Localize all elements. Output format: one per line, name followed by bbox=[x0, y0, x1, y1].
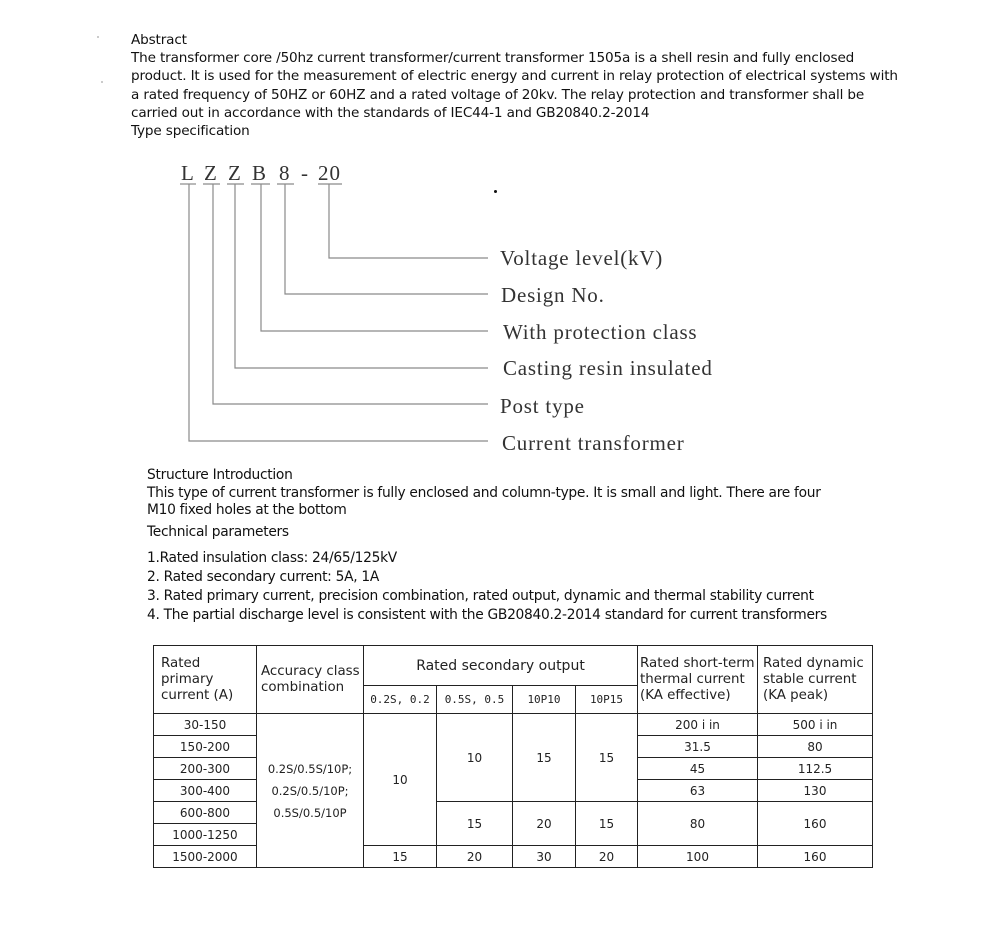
output-02-cell: 10 bbox=[364, 714, 437, 846]
header-dynamic-current: Rated dynamic stable current (KA peak) bbox=[758, 646, 873, 714]
specification-table bbox=[153, 645, 873, 868]
output-10p10-cell: 15 bbox=[513, 714, 576, 802]
output-05-cell: 10 bbox=[437, 714, 513, 802]
type-code-char-dash: - bbox=[301, 161, 309, 185]
legend-design-no: Design No. bbox=[501, 283, 605, 307]
leader-Z1 bbox=[213, 184, 488, 404]
abstract-line: carried out in accordance with the standards of IEC44-1 and GB20840.2-2014 bbox=[131, 104, 650, 121]
thermal-current-cell: 63 bbox=[638, 780, 758, 802]
type-spec-heading: Type specification bbox=[131, 123, 250, 140]
primary-current-cell: 200-300 bbox=[154, 758, 257, 780]
abstract-line: The transformer core /50hz current transformer/current transformer 1505a is a shell resin and fully enclosed bbox=[131, 50, 855, 67]
table-row bbox=[154, 714, 873, 736]
header-primary-current: Rated primary current (A) bbox=[154, 646, 257, 714]
thermal-current-cell: 100 bbox=[638, 846, 758, 868]
thermal-current-cell: 200 i in bbox=[638, 714, 758, 736]
type-code-char-L: L bbox=[181, 161, 195, 185]
tech-param-item: 3. Rated primary current, precision combination, rated output, dynamic and thermal stability current bbox=[147, 588, 814, 605]
dynamic-current-cell: 160 bbox=[758, 802, 873, 846]
thermal-current-cell: 45 bbox=[638, 758, 758, 780]
type-code-char-Z: Z bbox=[228, 161, 242, 185]
type-code-char-B: B bbox=[252, 161, 268, 185]
abstract-line: a rated frequency of 50HZ or 60HZ and a rated voltage of 20kv. The relay protection and transformer shall be bbox=[131, 86, 865, 103]
primary-current-cell: 1500-2000 bbox=[154, 846, 257, 868]
dynamic-current-cell: 160 bbox=[758, 846, 873, 868]
structure-line: This type of current transformer is fully enclosed and column-type. It is small and light. There are four bbox=[147, 484, 821, 501]
output-05-cell: 20 bbox=[437, 846, 513, 868]
primary-current-cell: 150-200 bbox=[154, 736, 257, 758]
tech-param-item: 4. The partial discharge level is consistent with the GB20840.2-2014 standard for current transformers bbox=[147, 607, 827, 624]
structure-line: M10 fixed holes at the bottom bbox=[147, 502, 347, 519]
output-10p15-cell: 15 bbox=[576, 802, 638, 846]
primary-current-cell: 1000-1250 bbox=[154, 824, 257, 846]
structure-section bbox=[147, 467, 907, 625]
dynamic-current-cell: 130 bbox=[758, 780, 873, 802]
legend-casting-resin: Casting resin insulated bbox=[503, 356, 713, 380]
speck-decoration bbox=[97, 36, 99, 38]
header-secondary-output: Rated secondary output bbox=[364, 646, 638, 686]
abstract-heading: Abstract bbox=[131, 32, 187, 48]
leader-8 bbox=[285, 184, 488, 294]
header-sub-10p15: 10P15 bbox=[576, 686, 638, 714]
leader-L bbox=[189, 184, 488, 441]
type-code-char-8: 8 bbox=[279, 161, 291, 185]
output-10p15-cell: 15 bbox=[576, 714, 638, 802]
legend-post-type: Post type bbox=[500, 394, 585, 418]
thermal-current-cell: 31.5 bbox=[638, 736, 758, 758]
type-code-char-20: 20 bbox=[318, 161, 341, 185]
tech-params-list bbox=[147, 545, 907, 625]
header-sub-02: 0.2S, 0.2 bbox=[364, 686, 437, 714]
accuracy-combination-cell: 0.2S/0.5S/10P; 0.2S/0.5/10P; 0.5S/0.5/10P bbox=[257, 714, 364, 868]
leader-Z2 bbox=[235, 184, 488, 368]
type-code-char-Z: Z bbox=[204, 161, 218, 185]
legend-voltage-level: Voltage level(kV) bbox=[500, 246, 664, 270]
output-02-cell: 15 bbox=[364, 846, 437, 868]
dynamic-current-cell: 80 bbox=[758, 736, 873, 758]
leader-20 bbox=[329, 184, 488, 258]
dynamic-current-cell: 500 i in bbox=[758, 714, 873, 736]
output-10p10-cell: 30 bbox=[513, 846, 576, 868]
primary-current-cell: 30-150 bbox=[154, 714, 257, 736]
primary-current-cell: 300-400 bbox=[154, 780, 257, 802]
dynamic-current-cell: 112.5 bbox=[758, 758, 873, 780]
tech-params-heading: Technical parameters bbox=[147, 523, 289, 540]
legend-protection-class: With protection class bbox=[503, 320, 698, 344]
tech-param-item: 2. Rated secondary current: 5A, 1A bbox=[147, 569, 380, 586]
header-thermal-current: Rated short-term thermal current (KA effective) bbox=[638, 646, 758, 714]
header-sub-10p10: 10P10 bbox=[513, 686, 576, 714]
header-sub-05: 0.5S, 0.5 bbox=[437, 686, 513, 714]
legend-current-transformer: Current transformer bbox=[502, 431, 685, 455]
output-05-cell: 15 bbox=[437, 802, 513, 846]
output-10p10-cell: 20 bbox=[513, 802, 576, 846]
leader-B bbox=[261, 184, 488, 331]
structure-heading: Structure Introduction bbox=[147, 467, 293, 483]
speck-decoration bbox=[101, 81, 103, 83]
tech-param-item: 1.Rated insulation class: 24/65/125kV bbox=[147, 550, 397, 567]
abstract-line: product. It is used for the measurement of electric energy and current in relay protection of electrical systems with bbox=[131, 68, 898, 85]
header-accuracy-class: Accuracy class combination bbox=[257, 646, 364, 714]
primary-current-cell: 600-800 bbox=[154, 802, 257, 824]
stray-dot bbox=[494, 190, 497, 193]
thermal-current-cell: 80 bbox=[638, 802, 758, 846]
abstract-section bbox=[131, 31, 931, 140]
output-10p15-cell: 20 bbox=[576, 846, 638, 868]
